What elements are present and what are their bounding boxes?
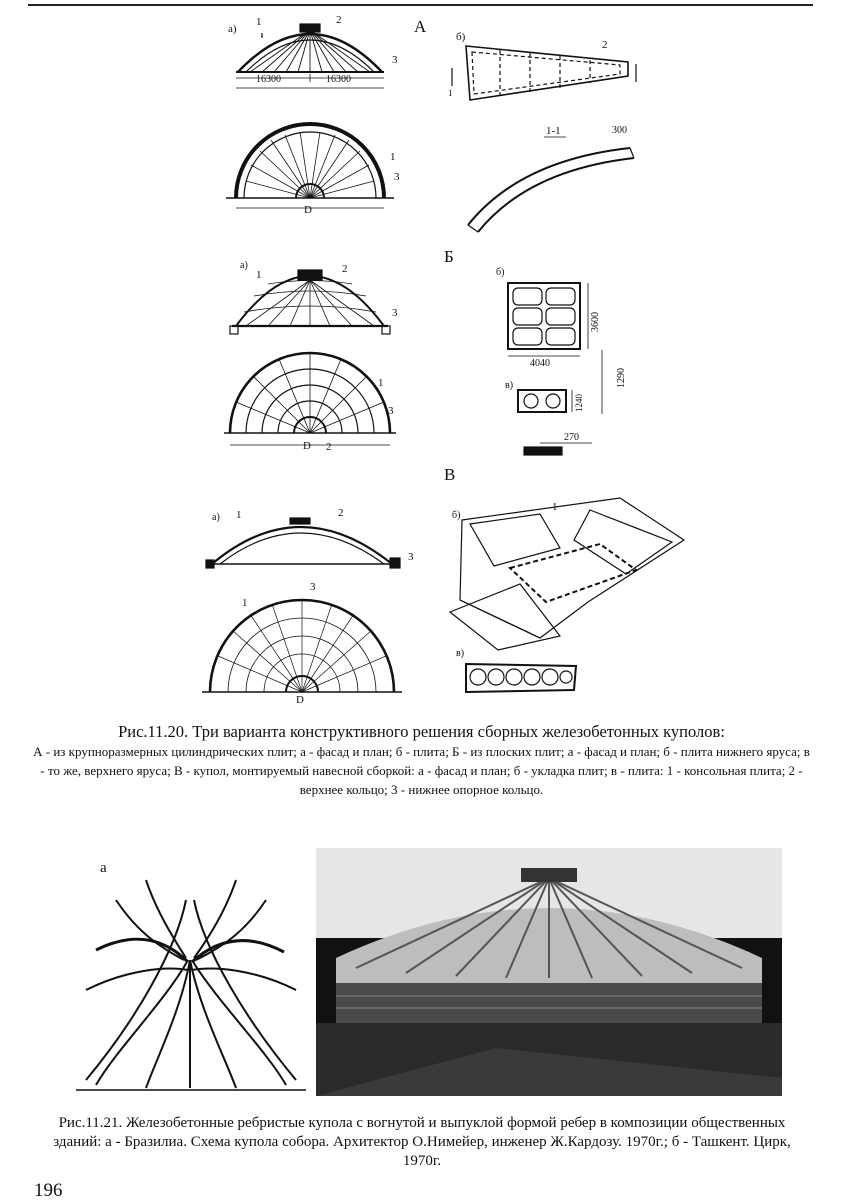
dome-a-facade xyxy=(228,14,398,88)
callout-number: 1 xyxy=(242,597,248,609)
caption-body: А - из крупноразмерных цилиндрических плит; а - фасад и план; б - плита; Б - из плоских плит; а - фасад и план; б - плита нижнего яруса; в - то же, верхнего яруса; В - купол, монтируемый навесной сборкой: а - фасад и план; б - укладка плит; в - плита: 1 - консольная плита; 2 - верхнее кольцо; 3 - нижнее опорное кольцо. xyxy=(33,744,810,797)
dome-a-plan xyxy=(226,124,400,216)
callout-number: 1 xyxy=(256,16,262,28)
callout-number: 1 xyxy=(552,501,558,513)
dome-v-plan xyxy=(202,581,402,706)
callout-number: 1 xyxy=(378,377,384,389)
dome-b-facade xyxy=(230,260,398,334)
plate-b-upper xyxy=(505,380,592,455)
circus-photo xyxy=(316,848,782,1096)
callout-number: 3 xyxy=(310,581,316,593)
figure-11-20-caption xyxy=(30,722,813,799)
section-label-a: А xyxy=(414,17,427,36)
callout-number: 2 xyxy=(338,507,344,519)
callout-number: 2 xyxy=(342,263,348,275)
sub-label: а) xyxy=(240,260,248,271)
dome-b-plan xyxy=(224,353,396,453)
callout-number: 2 xyxy=(602,39,608,51)
sub-label: б) xyxy=(496,267,505,278)
figure-label-a: а xyxy=(100,860,107,876)
dome-v-facade xyxy=(206,507,414,568)
sub-label: а) xyxy=(212,512,220,523)
plate-v xyxy=(456,648,576,692)
plate-a xyxy=(448,31,636,100)
caption-text: Рис.11.21. Железобетонные ребристые купола с вогнутой и выпуклой формой ребер в композиции общественных зданий: а - Бразилиа. Схема купола собора. Архитектор О.Нимейер, инженер Ж.Кардозу. 1970г.; б - Ташкент. Цирк, 1970г. xyxy=(53,1115,791,1169)
sub-label: в) xyxy=(456,648,465,659)
sub-label: а) xyxy=(228,23,237,35)
dimension: 1240 xyxy=(574,394,584,412)
sub-label: б) xyxy=(452,510,461,521)
dimension: 16300 xyxy=(256,74,281,85)
dimension: D xyxy=(304,204,312,216)
dimension: D xyxy=(303,440,311,452)
cathedral-sketch xyxy=(76,870,306,1100)
page-number: 196 xyxy=(34,1180,63,1201)
callout-number: 3 xyxy=(392,54,398,66)
dimension: 270 xyxy=(564,432,579,443)
caption-title: Рис.11.20. Три варианта конструктивного решения сборных железобетонных куполов: xyxy=(118,722,725,741)
dimension: D xyxy=(296,694,304,706)
sub-label: в) xyxy=(505,380,514,391)
sub-label: б) xyxy=(456,31,466,43)
callout-number: 1 xyxy=(236,509,242,521)
section-label-b: Б xyxy=(444,247,454,266)
callout-number: 3 xyxy=(388,405,394,417)
callout-number: 1 xyxy=(448,88,453,98)
figure-11-21-caption xyxy=(52,1114,792,1171)
dimension: 16300 xyxy=(326,74,351,85)
plate-v-laying xyxy=(450,498,684,650)
plate-a-section xyxy=(468,125,634,232)
dimension: 1290 xyxy=(616,368,627,388)
section-cut-label: 1-1 xyxy=(546,125,561,137)
plate-b-lower xyxy=(496,267,627,414)
callout-number: 3 xyxy=(394,171,400,183)
dimension: 300 xyxy=(612,125,627,136)
callout-number: 1 xyxy=(390,151,396,163)
dimension: 3600 xyxy=(590,312,601,332)
callout-number: 3 xyxy=(392,307,398,319)
callout-number: 1 xyxy=(256,269,262,281)
section-label-v: В xyxy=(444,465,456,484)
callout-number: 2 xyxy=(326,441,332,453)
callout-number: 3 xyxy=(408,551,414,563)
callout-number: 2 xyxy=(336,14,342,26)
dimension: 4040 xyxy=(530,358,550,369)
